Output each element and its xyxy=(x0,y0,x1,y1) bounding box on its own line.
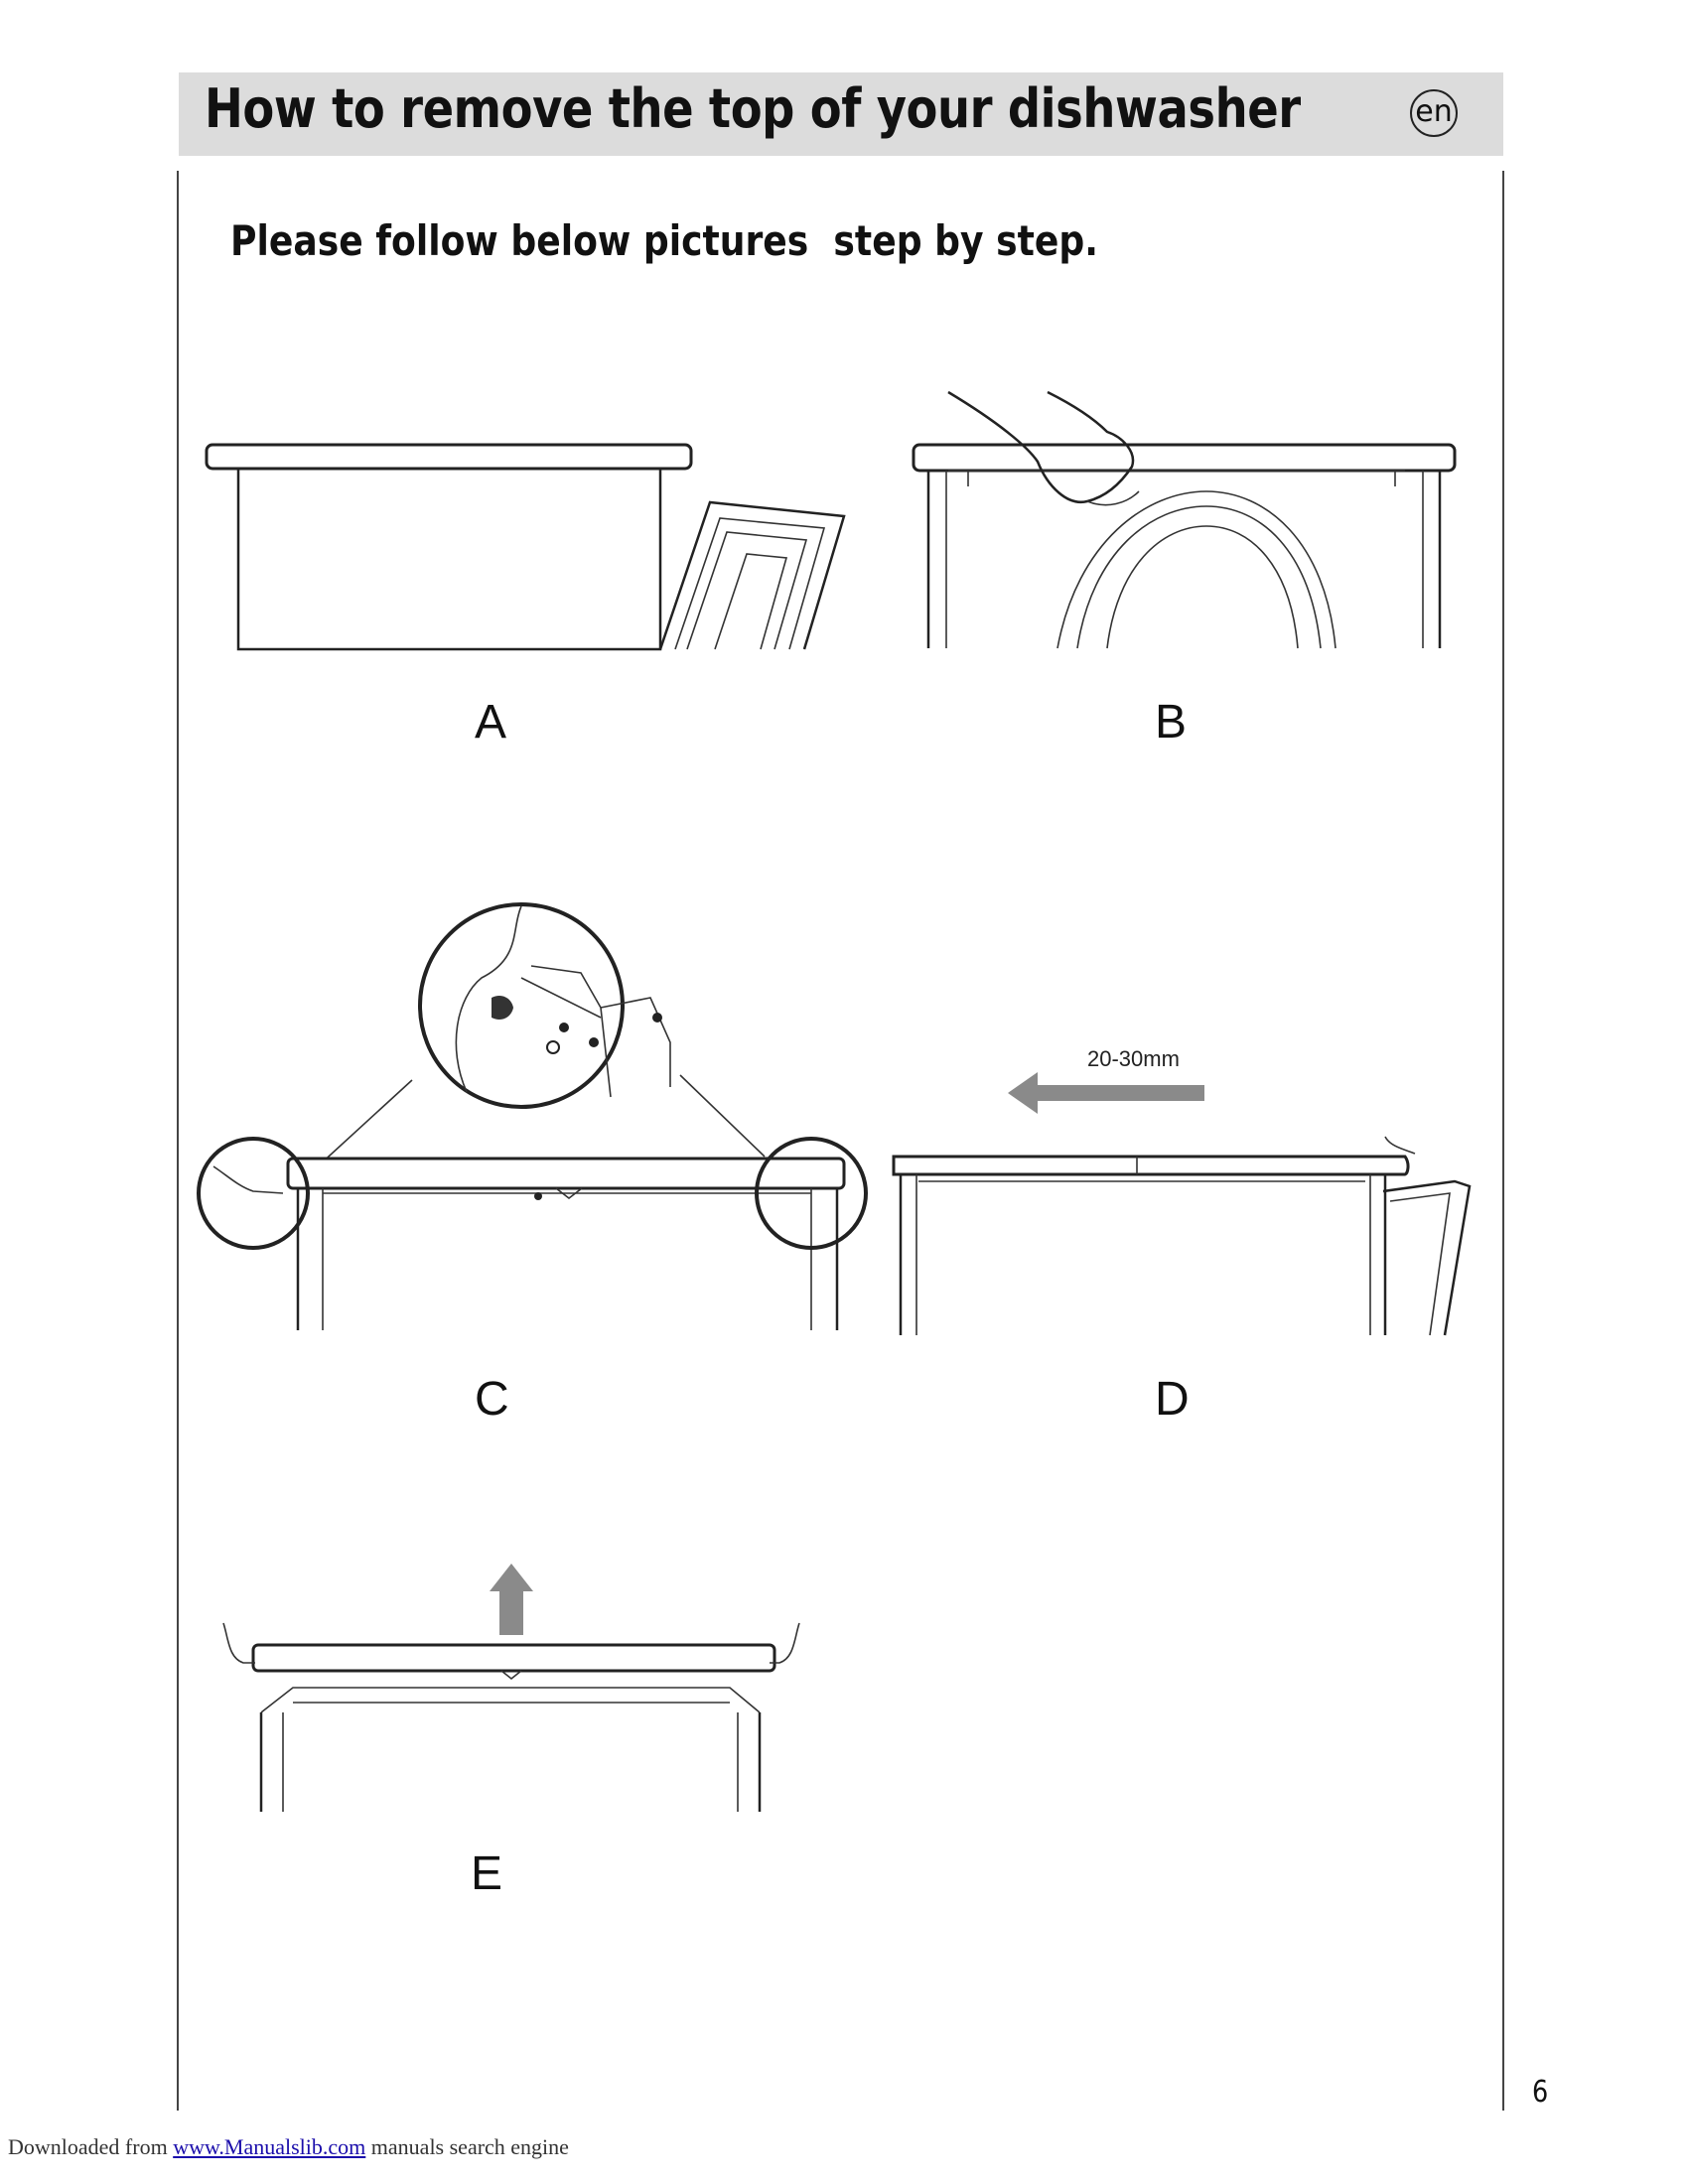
figure-e-illustration xyxy=(213,1564,829,1817)
arrow-left-icon xyxy=(1008,1072,1204,1114)
page-number: 6 xyxy=(1532,2075,1549,2110)
arrow-up-icon xyxy=(490,1564,533,1635)
figure-a-illustration xyxy=(199,437,854,655)
manualslib-link[interactable]: www.Manualslib.com xyxy=(173,2134,366,2159)
step-label-b: B xyxy=(1155,696,1188,749)
step-label-d: D xyxy=(1155,1373,1190,1426)
language-badge: en xyxy=(1410,89,1458,137)
footer xyxy=(8,2134,569,2160)
right-margin-rule xyxy=(1502,171,1504,2111)
left-margin-rule xyxy=(177,171,179,2111)
figure-c-illustration xyxy=(204,898,889,1335)
figure-d-illustration xyxy=(889,1046,1484,1340)
page-title: How to remove the top of your dishwasher xyxy=(205,77,1301,140)
step-label-e: E xyxy=(471,1847,503,1900)
footer-prefix: Downloaded from xyxy=(8,2134,174,2159)
step-label-c: C xyxy=(475,1373,509,1426)
step-label-a: A xyxy=(475,696,507,749)
footer-suffix: manuals search engine xyxy=(365,2134,569,2159)
intro-text: Please follow below pictures step by step. xyxy=(230,216,1098,265)
d-dimension-label: 20-30mm xyxy=(1087,1046,1180,1071)
figure-b-illustration xyxy=(909,392,1465,655)
